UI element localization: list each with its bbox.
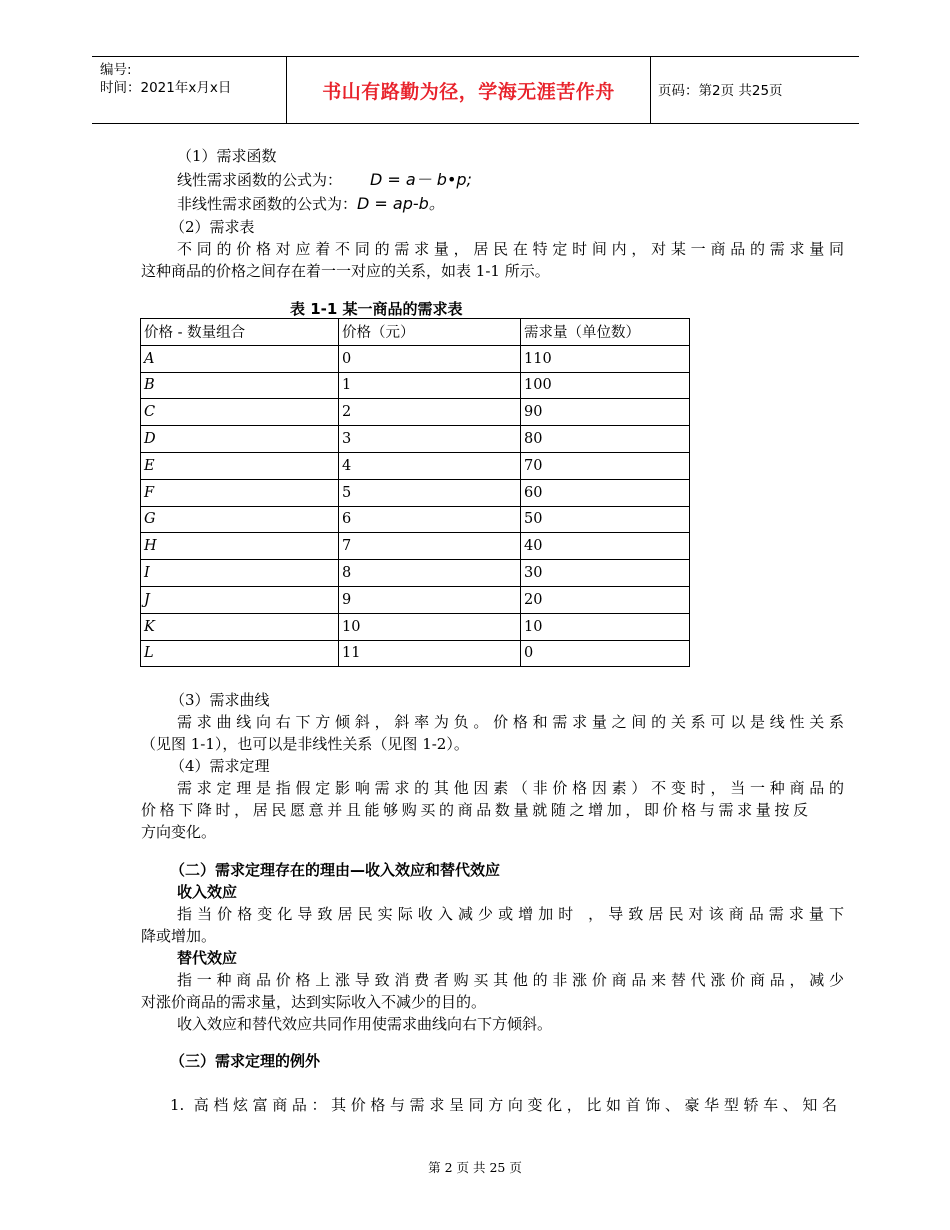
paragraph-line <box>177 969 844 991</box>
table-row <box>141 345 690 372</box>
table-cell: 9 <box>339 586 521 613</box>
table-cell: 8 <box>339 560 521 587</box>
table-cell: 0 <box>521 640 690 667</box>
table-row <box>141 426 690 453</box>
table-cell: 100 <box>521 372 690 399</box>
table-cell: I <box>141 560 339 587</box>
paragraph-line: 方向变化。 <box>141 823 217 841</box>
linear-formula: D = a－ b•p; <box>370 170 472 189</box>
table-cell: 110 <box>521 345 690 372</box>
paragraph-line <box>177 903 844 925</box>
paragraph-text: 需求定理是指假定影响需求的其他因素（非价格因素）不变时，当一种商品的 <box>177 779 844 797</box>
paragraph-text: 需求曲线向右下方倾斜，斜率为负。价格和需求量之间的关系可以是线性关系 <box>177 713 844 731</box>
paragraph-text: 指当价格变化导致居民实际收入减少或增加时 ，导致居民对该商品需求量下 <box>177 905 844 923</box>
header-page-info: 页码：第2页 共25页 <box>658 83 783 99</box>
table-cell: 0 <box>339 345 521 372</box>
table-cell: 80 <box>521 426 690 453</box>
header-time-label: 时间：2021年x月x日 <box>100 80 232 96</box>
list-item <box>170 1094 837 1116</box>
demand-table <box>140 318 690 667</box>
nonlinear-formula-line <box>177 193 445 215</box>
subheading-income-effect: 收入效应 <box>177 883 238 901</box>
table-cell: F <box>141 479 339 506</box>
table-header-cell: 价格 - 数量组合 <box>141 319 339 346</box>
paragraph-line: 这种商品的价格之间存在着一一对应的关系，如表 1-1 所示。 <box>141 262 550 280</box>
table-cell: 7 <box>339 533 521 560</box>
table-row <box>141 560 690 587</box>
paragraph-text: 指一种商品价格上涨导致消费者购买其他的非涨价商品来替代涨价商品，减少 <box>177 971 844 989</box>
table-cell: L <box>141 640 339 667</box>
table-caption: 表 1-1 某一商品的需求表 <box>290 300 463 318</box>
subheading-substitution-effect: 替代效应 <box>177 949 238 967</box>
table-cell: 90 <box>521 399 690 426</box>
table-row <box>141 613 690 640</box>
heading-demand-law: （4）需求定理 <box>170 757 270 775</box>
linear-formula-label: 线性需求函数的公式为： <box>177 171 343 189</box>
table-cell: 2 <box>339 399 521 426</box>
table-header-cell: 价格（元） <box>339 319 521 346</box>
table-cell: H <box>141 533 339 560</box>
header-number-label: 编号: <box>100 62 132 78</box>
table-cell: G <box>141 506 339 533</box>
table-cell: J <box>141 586 339 613</box>
table-cell: K <box>141 613 339 640</box>
page-header <box>92 56 859 124</box>
table-row <box>141 586 690 613</box>
table-row <box>141 372 690 399</box>
table-cell: 20 <box>521 586 690 613</box>
table-row <box>141 399 690 426</box>
table-cell: 3 <box>339 426 521 453</box>
heading-demand-curve: （3）需求曲线 <box>170 691 270 709</box>
table-row <box>141 452 690 479</box>
table-cell: 4 <box>339 452 521 479</box>
table-cell: B <box>141 372 339 399</box>
table-row <box>141 506 690 533</box>
table-cell: 6 <box>339 506 521 533</box>
section-heading: （三）需求定理的例外 <box>170 1052 321 1070</box>
paragraph-line: 降或增加。 <box>141 927 217 945</box>
paragraph-line: 对涨价商品的需求量，达到实际收入不减少的目的。 <box>141 993 487 1011</box>
table-cell: 5 <box>339 479 521 506</box>
header-motto: 书山有路勤为径，学海无涯苦作舟 <box>286 57 651 123</box>
heading-demand-function: （1）需求函数 <box>177 147 277 165</box>
table-cell: A <box>141 345 339 372</box>
table-cell: E <box>141 452 339 479</box>
table-cell: C <box>141 399 339 426</box>
table-cell: 60 <box>521 479 690 506</box>
table-cell: 70 <box>521 452 690 479</box>
nonlinear-formula: D = ap-b。 <box>357 194 445 213</box>
paragraph-text: 不同的价格对应着不同的需求量，居民在特定时间内，对某一商品的需求量同 <box>177 240 844 258</box>
table-row <box>141 640 690 667</box>
paragraph-line <box>177 777 844 799</box>
table-cell: D <box>141 426 339 453</box>
table-cell: 10 <box>521 613 690 640</box>
list-item-text: 1. 高档炫富商品：其价格与需求呈同方向变化，比如首饰、豪华型轿车、知名 <box>170 1096 837 1114</box>
heading-demand-schedule: （2）需求表 <box>170 218 255 236</box>
paragraph-line <box>177 238 844 260</box>
page-footer: 第 2 页 共 25 页 <box>428 1160 522 1175</box>
table-header-row <box>141 319 690 346</box>
nonlinear-formula-label: 非线性需求函数的公式为： <box>177 195 358 213</box>
paragraph-line: 价格下降时，居民愿意并且能够购买的商品数量就随之增加，即价格与需求量按反 <box>141 801 808 819</box>
table-cell: 10 <box>339 613 521 640</box>
table-header-cell: 需求量（单位数） <box>521 319 690 346</box>
table-cell: 50 <box>521 506 690 533</box>
table-cell: 40 <box>521 533 690 560</box>
header-meta <box>100 61 231 97</box>
linear-formula-line <box>177 169 472 191</box>
paragraph-line: 收入效应和替代效应共同作用使需求曲线向右下方倾斜。 <box>177 1015 553 1033</box>
table-cell: 1 <box>339 372 521 399</box>
table-row <box>141 479 690 506</box>
section-heading: （二）需求定理存在的理由—收入效应和替代效应 <box>170 861 501 879</box>
paragraph-line: （见图 1-1），也可以是非线性关系（见图 1-2）。 <box>141 735 469 753</box>
table-row <box>141 533 690 560</box>
table-cell: 30 <box>521 560 690 587</box>
table-cell: 11 <box>339 640 521 667</box>
paragraph-line <box>177 711 844 733</box>
